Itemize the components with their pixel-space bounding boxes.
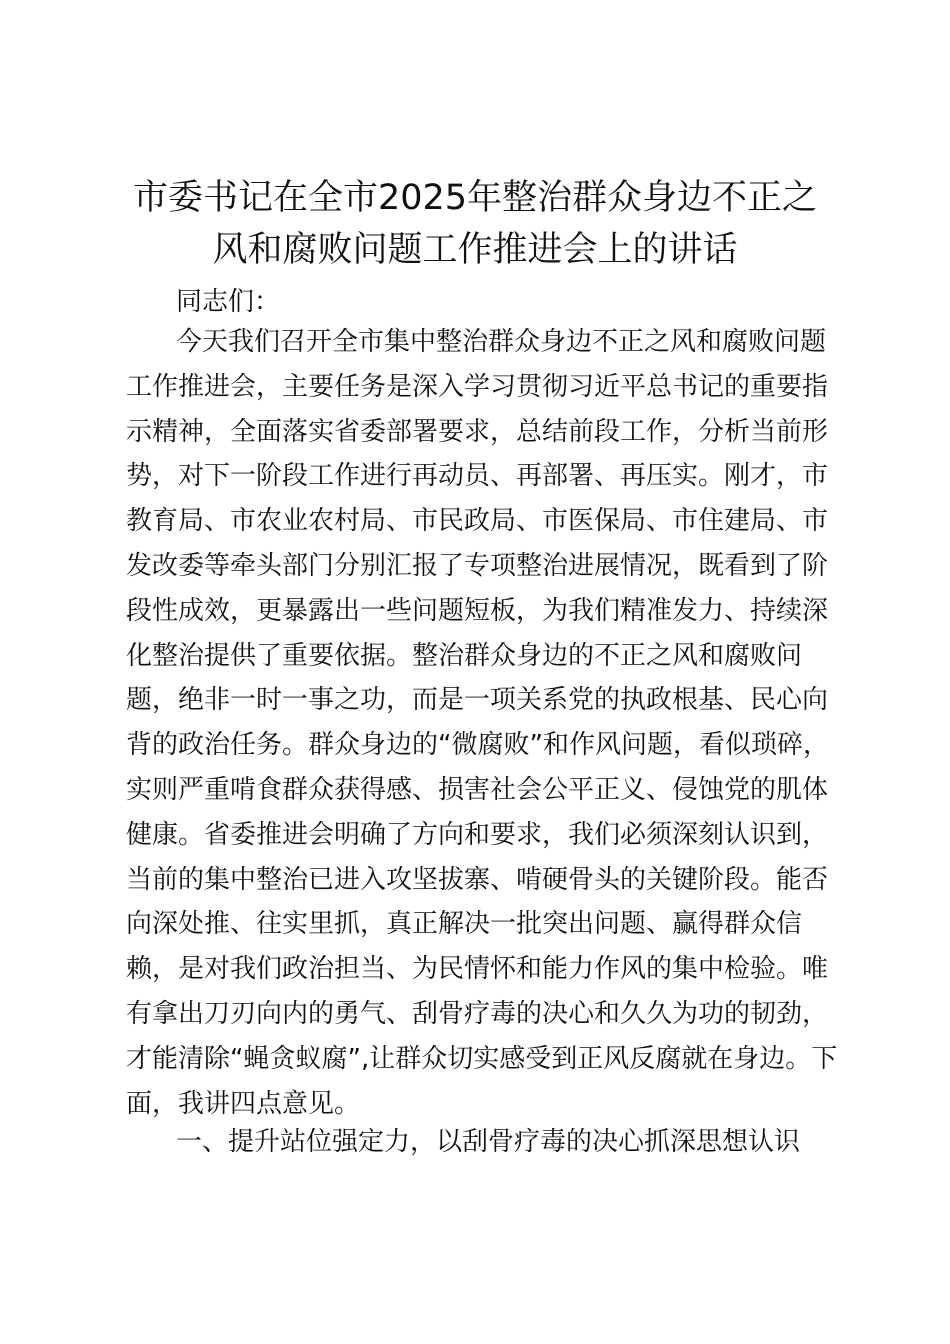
paragraph-line: 化整治提供了重要依据。整治群众身边的不正之风和腐败问: [126, 640, 803, 671]
paragraph-line: 发改委等牵头部门分别汇报了专项整治进展情况，既看到了阶: [126, 550, 829, 581]
paragraph-line: 背的政治任务。群众身边的“微腐败”和作风问题，看似琐碎，: [126, 730, 829, 761]
document-title: [100, 172, 850, 276]
paragraph-line: 题，绝非一时一事之功，而是一项关系党的执政根基、民心向: [126, 685, 829, 716]
paragraph-line: 当前的集中整治已进入攻坚拔寨、啃硬骨头的关键阶段。能否: [126, 864, 829, 895]
paragraph-line: 面，我讲四点意见。: [126, 1088, 361, 1119]
paragraph-line: 才能清除“蝇贪蚁腐”,让群众切实感受到正风反腐就在身边。下: [126, 1043, 838, 1074]
paragraph-line: 健康。省委推进会明确了方向和要求，我们必须深刻认识到，: [126, 819, 829, 850]
paragraph-line: 向深处推、往实里抓，真正解决一批突出问题、赢得群众信: [126, 909, 803, 940]
paragraph-line: 段性成效，更暴露出一些问题短板，为我们精准发力、持续深: [126, 595, 829, 626]
paragraph-line: 赖，是对我们政治担当、为民情怀和能力作风的集中检验。唯: [126, 954, 829, 985]
paragraph-line: 有拿出刀刃向内的勇气、刮骨疗毒的决心和久久为功的韧劲，: [126, 998, 829, 1029]
paragraph-line: 实则严重啃食群众获得感、损害社会公平正义、侵蚀党的肌体: [126, 774, 829, 805]
section-heading: 一、提升站位强定力，以刮骨疗毒的决心抓深思想认识: [176, 1127, 801, 1157]
paragraph-line: 教育局、市农业农村局、市民政局、市医保局、市住建局、市: [126, 506, 829, 537]
body-paragraph: [126, 320, 838, 1126]
title-line-1: 市委书记在全市2025年整治群众身边不正之: [132, 178, 818, 218]
paragraph-line: 工作推进会，主要任务是深入学习贯彻习近平总书记的重要指: [126, 371, 829, 402]
paragraph-line: 示精神，全面落实省委部署要求，总结前段工作，分析当前形: [126, 416, 829, 447]
title-line-2: 风和腐败问题工作推进会上的讲话: [212, 230, 738, 270]
salutation: 同志们：: [176, 287, 281, 317]
paragraph-line: 势，对下一阶段工作进行再动员、再部署、再压实。刚才，市: [126, 461, 829, 492]
paragraph-line: 今天我们召开全市集中整治群众身边不正之风和腐败问题: [176, 327, 827, 357]
